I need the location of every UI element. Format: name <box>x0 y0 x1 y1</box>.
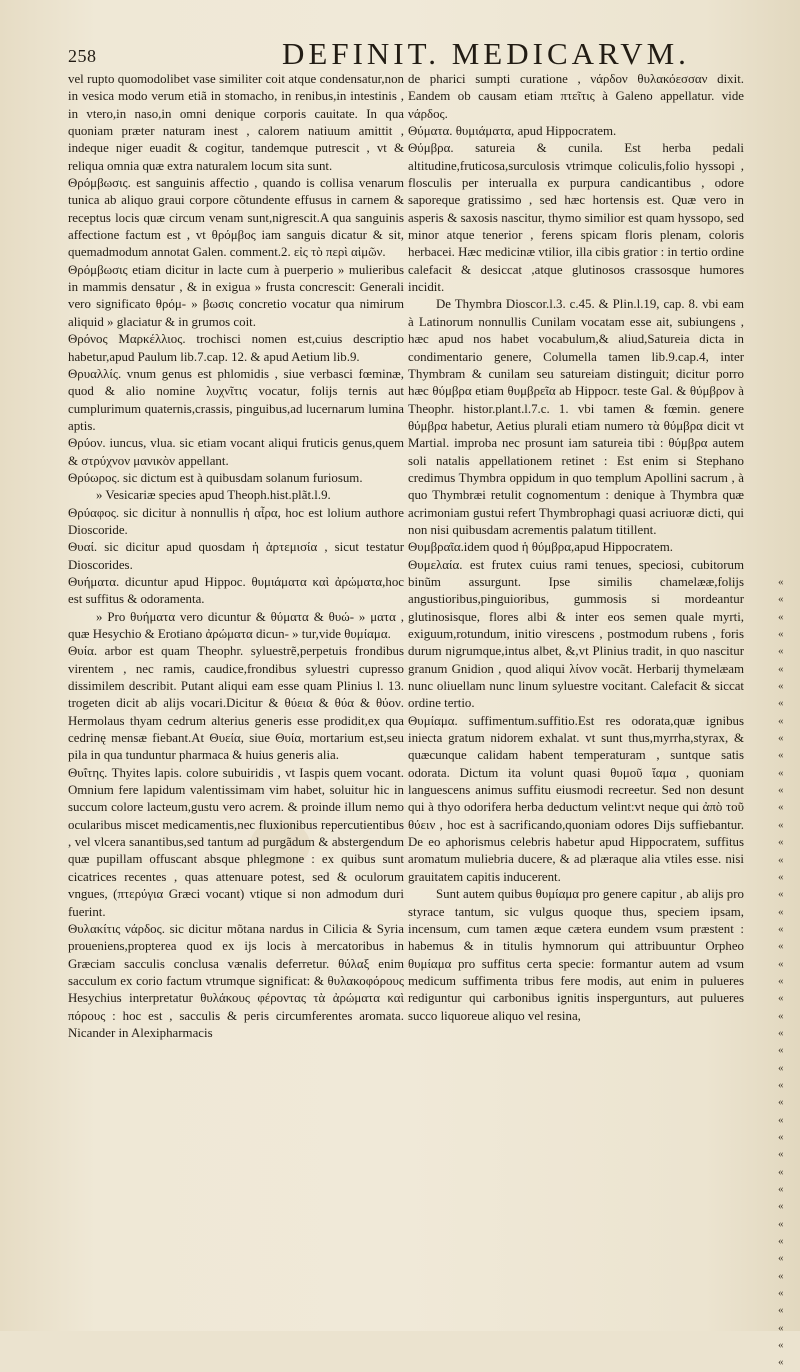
paragraph: vel rupto quomodolibet vase similiter coit atque condensatur,non in vesica modo verum etiã in stomacho, in renibus,in intestinis , in vtero,in naso,in omni denique corporis cauitate. In qua quoniam præter naturam inest , calorem natiuum amittit , indeque niger euadit & cogitur, tandemque putrescit , vt & reliqua omnia quæ extra naturalem locum sita sunt. <box>68 72 404 173</box>
paragraph: Θυλακίτις νάρδος. sic dicitur mõtana nardus in Cilicia & Syria proueniens,propterea quod ex ijs locis à mercatoribus in Græciam sacculis conclusa vænalis deferretur. θύλαξ enim sacculum ex corio factum vtrumque significat: & θυλακοφόρους Hesychius interpretatur θυλάκους φέροντας τὰ ἀρώματα καὶ πόρους : hoc est , sacculis & peris circumferentes aromata. Nicander in Alexipharmacis <box>68 921 404 1040</box>
margin-mark: « <box>778 836 784 849</box>
paragraph: Θύμβρα. satureia & cunila. Est herba pedali altitudine,fruticosa,surculosis vtrimque coliculis,folio hyssopi , flosculis per interualla ex purpura candicantibus , odore saporeque gratissimo , sed hæc hortensis est. Quæ vero in asperis & saxosis nascitur, thymo similior est quam hyssopo, sed minor atque tenerior , ferens spicam floris plenam, coloris herbacei. Hæc medicinæ vtilior, illa cibis gratior : in tertio ordine calefacit & desiccat ,atque glutinosos crassosque humores incidit. <box>408 141 744 295</box>
paragraph: Θύματα. θυμιάματα, apud Hippocratem. <box>408 124 617 139</box>
paragraph: De Thymbra Dioscor.l.3. c.45. & Plin.l.19, cap. 8. vbi eam à Latinorum nonnullis Cunilam vocatam esse ait, subiungens , hæc apud nos habet vocabulum,& aliud,Satureia dicta in condimentario genere, Columella tamen lib.9.cap.4, inter Thymbram & cunilam seu satureiam distinguit; dicitur porro hæc θύμβρα etiam θυμβρεῖα ab Hippocr. teste Gal. & θύμβρον à Theophr. histor.plant.l.7.c. 1. vbi tamen & fœmin. genere θύμβρα habetur, Aetius plurali etiam numero τὰ θύμβρα dicit vt Martial. improba nec prosunt iam satureia tibi : θύμβρα autem soli natalis appellationem retinet : Est enim si Stephano credimus Thymbra oppidum in quo templum Apollini sacrum , à quo Thymbræi retulit cognomentum : denique à Thymbra quæ acrimoniam gustui refert Thymbrophagi quasi acriuoræ dicti, qui non nisi quibusdam acrementis palatum titillent. <box>408 297 744 537</box>
left-column <box>68 71 404 1042</box>
margin-mark: « <box>778 732 784 745</box>
margin-mark: « <box>778 1044 784 1057</box>
margin-mark: « <box>778 1235 784 1248</box>
paragraph: » Vesicariæ species apud Theoph.hist.plãt.l.9. <box>96 488 331 503</box>
margin-mark: « <box>778 680 784 693</box>
margin-mark: « <box>778 1269 784 1282</box>
margin-mark: « <box>778 714 784 727</box>
margin-mark: « <box>778 784 784 797</box>
margin-mark: « <box>778 957 784 970</box>
margin-mark: « <box>778 974 784 987</box>
margin-mark: « <box>778 992 784 1005</box>
margin-mark: « <box>778 576 784 588</box>
margin-mark: « <box>778 818 784 831</box>
margin-mark: « <box>778 1009 784 1022</box>
margin-mark: « <box>778 1183 784 1196</box>
margin-mark: « <box>778 1165 784 1178</box>
margin-mark: « <box>778 1148 784 1161</box>
paragraph: Θρύαφος. sic dicitur à nonnullis ἡ αἶρα, hoc est lolium authore Dioscoride. <box>68 505 404 537</box>
paragraph: Θρόμβωσις etiam dicitur in lacte cum à puerperio » mulieribus in mammis densatur , & in exigua » frusta concrescit: Generali vero significato θρόμ- » βωσις concretio vocatur qua nimirum aliquid » glaciatur & in grumos coit. <box>68 262 404 329</box>
paragraph: de pharici sumpti curatione , νάρδον θυλακόεσσαν dixit. Eandem ob causam etiam πτεῖτις à Galeno appellatur. vide νάρδος. <box>408 72 744 121</box>
right-column <box>408 71 744 1025</box>
paragraph: Θρύωρος. sic dictum est à quibusdam solanum furiosum. <box>68 470 363 485</box>
paragraph: Θυία. arbor est quam Theophr. syluestrẽ,perpetuis frondibus virentem , nec ramis, caudice,frondibus syluestri cupresso dissimilem describit. Putant aliqui eam esse quam Plinius l. 13. trogeten dicit ab alijs vocari.Dicitur & θύεια & θύα & θύον. Hermolaus thyam cedrum alterius generis esse prodidit,ex qua cedrinę mensæ fiebant.At Θυεία, siue Θυία, mortarium est,seu pila in qua tunduntur pharmaca & huius generis alia. <box>68 644 404 763</box>
paragraph: Θυήματα. dicuntur apud Hippoc. θυμιάματα καὶ ἀρώματα,hoc est suffitus & odoramenta. <box>68 574 404 607</box>
margin-mark: « <box>778 662 784 675</box>
paragraph: Θυΐτης. Thyites lapis. colore subuiridis , vt Iaspis quem vocant. Omnium fere lapidum valentissimam vim habet, soluitur hic in succum colore lacteum,gustu vero acrem. & proinde illum nemo ocularibus miscet medicamentis,nec fluxionibus repercutientibus , vel vlcera sanantibus,sed tantum ad purgãdum & abstergendum quæ pupillam offuscant absque phlegmone : ex quibus sunt cicatrices recentes , quas attenuare potest, sed & oculorum vngues, (πτερύγια Græci vocant) vtique si non admodum duri fuerint. <box>68 765 404 919</box>
paragraph: Θρόνος Μαρκέλλιος. trochisci nomen est,cuius descriptio habetur,apud Paulum lib.7.cap. 12. & apud Aetium lib.9. <box>68 332 404 364</box>
paragraph: Θυμελαία. est frutex cuius rami tenues, speciosi, cubitorum binũm assurgunt. Ipse similis chamelææ,folijs angustioribus,pinguioribus, gummosis si mordeantur glutinosisque, flores albi & inter eos semen quale myrti, exiguum,rotundum, initio virescens , postmodum rubens , foris durum nigrumque,intus albet, &,vt Plinius tradit, in quo nascitur granum Gnidion , quod aliqui λίνον vocãt. Herbarij thymelæam nunc oliuellam nunc linum syluestre vocitant. Calefacit & siccat ordine tertio. <box>408 557 744 711</box>
margin-mark: « <box>778 645 784 658</box>
margin-mark: « <box>778 801 784 814</box>
margin-mark: « <box>778 1200 784 1213</box>
margin-mark: « <box>778 940 784 953</box>
paragraph: Θυμβραῖα.idem quod ἡ θύμβρα,apud Hippocratem. <box>408 540 673 555</box>
margin-mark: « <box>778 1061 784 1074</box>
running-head: DEFINIT. MEDICARVM. <box>282 36 690 71</box>
paragraph: Θρύον. iuncus, vlua. sic etiam vocant aliqui fruticis genus,quem & στρύχνον μανικὸν appellant. <box>68 436 404 468</box>
margin-mark: « <box>778 1113 784 1126</box>
paragraph: Θυμίαμα. suffimentum.suffitio.Est res odorata,quæ ignibus iniecta gratum nidorem exhalat. vt sunt thus,myrrha,styrax, & quæcunque calidam habent temperaturam , suntque satis odorata. Dictum ita volunt quasi θυμοῦ ἴαμα , quoniam languescens animus suffitu eiusmodi recreetur. Sed non desunt qui à thyo odorifera herba deductum velint:vt neque qui ἀπὸ τοῦ θύειν , hoc est à sacrificando,quoniam odores Dijs suffiebantur. De eo aphorismus celebris habetur apud Hippocratem, suffitus aromatum muliebria ducere, & ad plæraque alia vtiles esse. nisi grauitatem capitis inducerent. <box>408 713 744 884</box>
paragraph: » Pro θυήματα vero dicuntur & θύματα & θυώ- » ματα , quæ Hesychio & Erotiano ἀρώματα dicun- » tur,vide θυμίαμα. <box>68 609 404 641</box>
margin-mark: « <box>778 1252 784 1265</box>
paragraph: Θρόμβωσις. est sanguinis affectio , quando is collisa venarum tunica ab aliquo graui corpore cõtundente effusus in carnem & receptus locis quæ circum venam sunt,nigrescit.A qua sanguinis affectione factum est , vt θρόμβος iam sanguis dicatur & sit, quemadmodum annotat Galen. comment.2. εἰς τὸ περὶ αἱμῶν. <box>68 176 404 260</box>
margin-mark: « <box>778 1287 784 1300</box>
margin-mark: « <box>778 697 784 710</box>
margin-mark: « <box>778 870 784 883</box>
margin-mark: « <box>778 1217 784 1230</box>
paragraph: Θυαί. sic dicitur apud quosdam ἡ ἀρτεμισία , sicut testatur Dioscorides. <box>68 540 404 572</box>
paragraph: Θρυαλλίς. vnum genus est phlomidis , siue verbasci fœminæ, quod & alio nomine λυχνῖτις vocatur, folijs ternis aut cumplurimum quaternis,crassis, pinguibus,ad lucernarum lumina aptis. <box>68 366 404 433</box>
margin-mark: « <box>778 593 784 606</box>
page-header <box>0 36 800 71</box>
margin-mark: « <box>778 922 784 935</box>
margin-mark: « <box>778 888 784 901</box>
paragraph: Sunt autem quibus θυμίαμα pro genere capitur , ab alijs pro styrace tantum, sic vulgus quoque thus, speciem ipsam, incensum, cum tamen æque cætera eundem vsum præstent : habemus & in titulis hymnorum qui attribuuntur Orpheo θυμίαμα pro suffitus certa specie: formantur autem ad vsum medicum suffimenta tribus fere modis, aut enim in pulueres rediguntur qui carbonibus ignitis inspergunturs, aut pulueres succo liquoreue aliquo vel resina, <box>408 887 744 1023</box>
margin-mark: « <box>778 610 784 623</box>
margin-quote-marks <box>778 574 792 1372</box>
margin-mark: « <box>778 1096 784 1109</box>
margin-mark: « <box>778 1078 784 1091</box>
margin-mark: « <box>778 1131 784 1143</box>
margin-mark: « <box>778 1339 784 1352</box>
margin-mark: « <box>778 766 784 779</box>
margin-mark: « <box>778 749 784 762</box>
margin-mark: « <box>778 1304 784 1317</box>
page-number: 258 <box>68 46 97 66</box>
margin-mark: « <box>778 1356 784 1369</box>
margin-mark: « <box>778 1321 784 1334</box>
margin-mark: « <box>778 853 784 866</box>
margin-mark: « <box>778 1026 784 1039</box>
margin-mark: « <box>778 905 784 918</box>
margin-mark: « <box>778 628 784 641</box>
